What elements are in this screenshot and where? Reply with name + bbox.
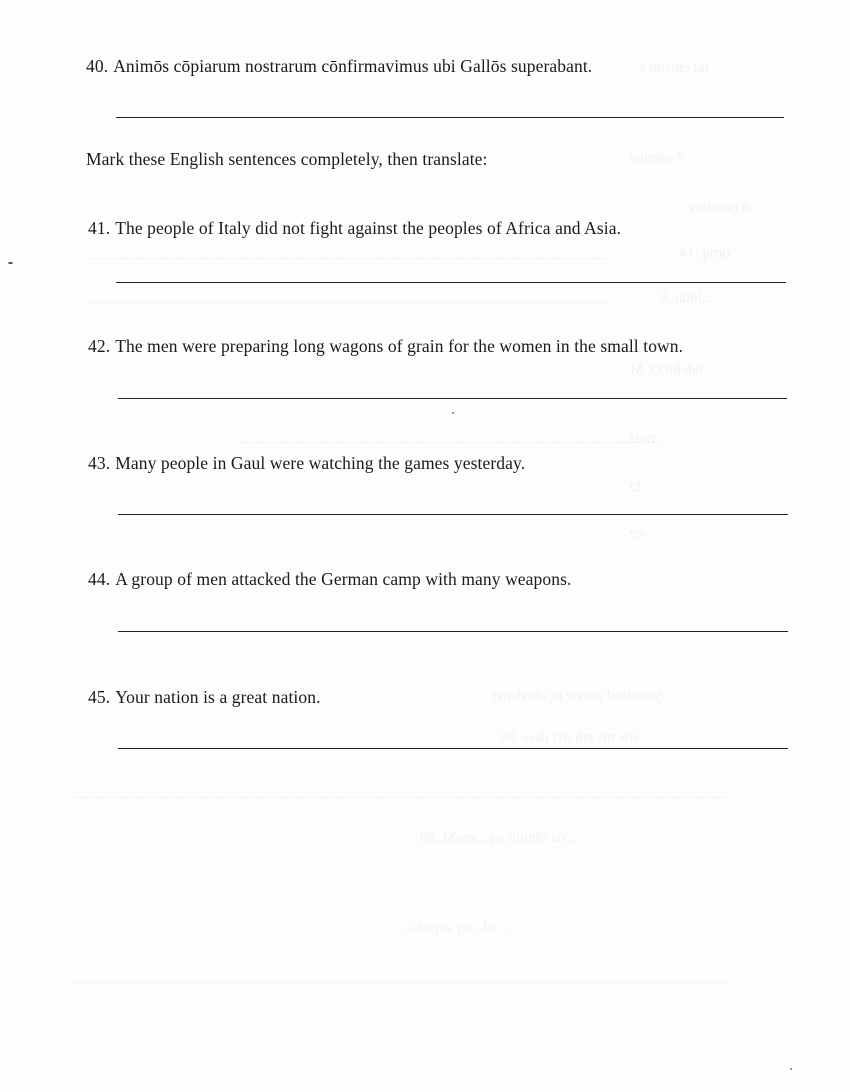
question-text: Your nation is a great nation.	[115, 687, 321, 707]
question-number: 41.	[88, 218, 111, 238]
bleed-through-text	[680, 245, 730, 262]
bleed-through-text	[490, 688, 665, 705]
bleed-through-text	[690, 200, 753, 217]
bleed-through-rule	[70, 797, 730, 798]
question-45	[88, 687, 321, 708]
bleed-through-rule	[70, 982, 730, 983]
bleed-through-rule	[90, 258, 610, 259]
bleed-through-rule	[90, 302, 610, 303]
question-number: 42.	[88, 336, 111, 356]
answer-line-43[interactable]	[118, 514, 788, 515]
question-43	[88, 453, 525, 474]
bleed-through-text	[630, 150, 685, 167]
question-text: The men were preparing long wagons of grain for the women in the small town.	[115, 336, 684, 356]
bleed-through-text	[500, 730, 647, 747]
answer-line-41[interactable]	[116, 282, 786, 283]
question-text: Animōs cōpiarum nostrarum cōnfirmavimus ubi Gallōs superabant.	[113, 56, 593, 76]
question-40	[86, 56, 592, 77]
question-44	[88, 569, 571, 590]
bleed-through-text	[400, 920, 510, 937]
question-number: 44.	[88, 569, 111, 589]
answer-line-45[interactable]	[118, 748, 788, 749]
bleed-through-text	[630, 430, 655, 447]
scan-speck	[452, 412, 454, 414]
bleed-through-text	[660, 290, 713, 307]
question-text: A group of men attacked the German camp with many weapons.	[115, 569, 572, 589]
bleed-through-text	[420, 830, 580, 847]
question-number: 43.	[88, 453, 111, 473]
question-42	[88, 336, 683, 357]
question-number: 45.	[88, 687, 111, 707]
question-number: 40.	[86, 56, 109, 76]
answer-line-44[interactable]	[118, 631, 788, 632]
section-instructions: Mark these English sentences completely, then translate:	[86, 149, 488, 169]
bleed-through-text	[630, 525, 647, 542]
question-text: The people of Italy did not fight against the peoples of Africa and Asia.	[115, 218, 622, 238]
answer-line-42[interactable]	[118, 398, 787, 399]
question-text: Many people in Gaul were watching the games yesterday.	[115, 453, 526, 473]
answer-line-40[interactable]	[116, 117, 784, 118]
bleed-through-rule	[240, 442, 660, 443]
scan-speck	[8, 262, 13, 264]
bleed-through-text	[630, 480, 645, 497]
scan-speck	[790, 1068, 792, 1070]
bleed-through-text	[630, 362, 707, 379]
bleed-through-text	[640, 60, 708, 77]
question-41	[88, 218, 621, 239]
